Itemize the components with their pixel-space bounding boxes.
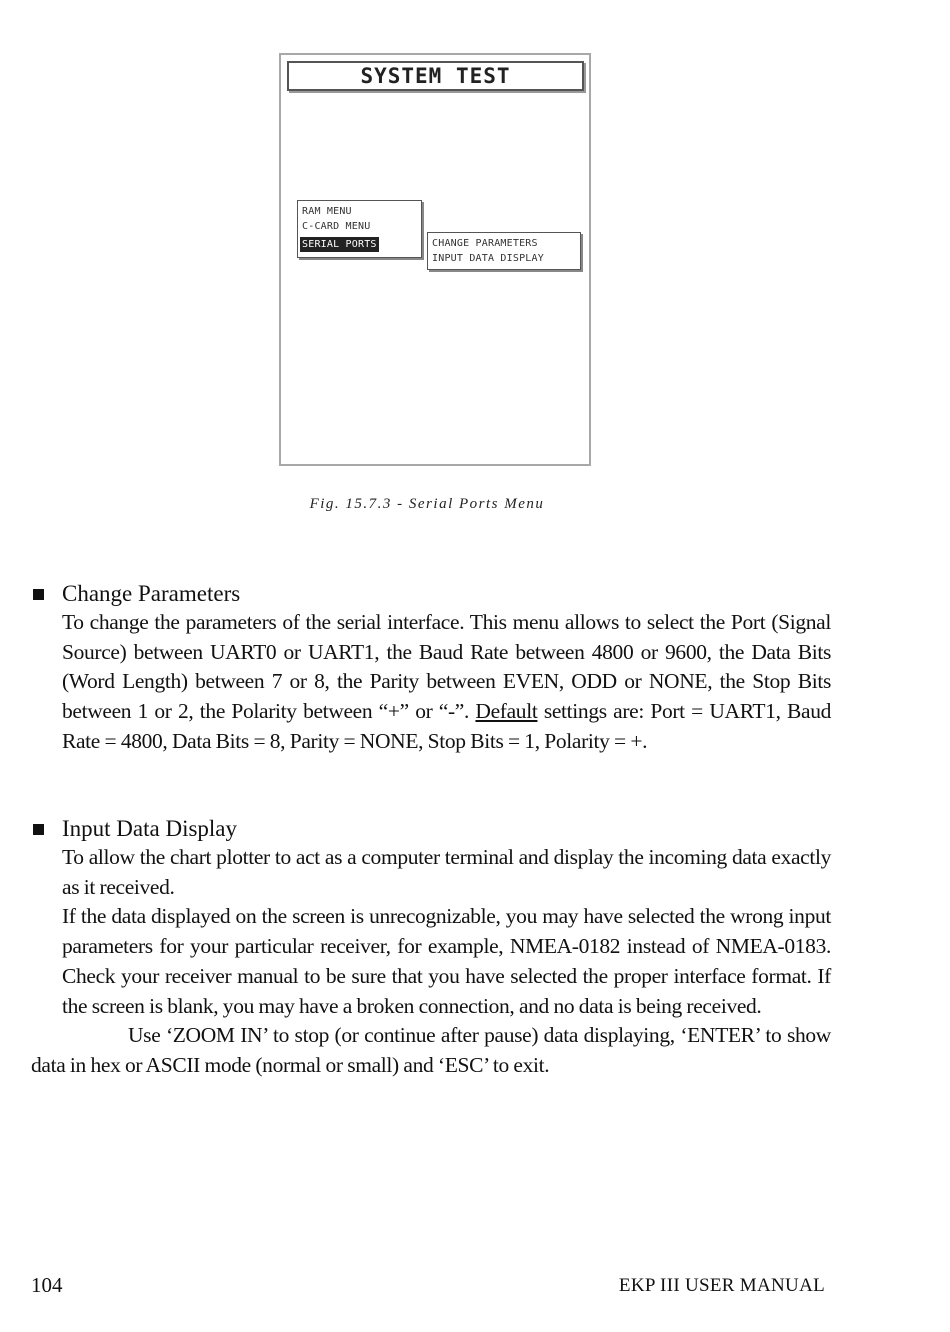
- heading-text: Input Data Display: [62, 816, 238, 841]
- square-bullet-icon: [33, 589, 44, 600]
- section-change-parameters: [31, 580, 831, 757]
- device-screen-figure: [279, 53, 591, 466]
- menu-item-ram-menu: RAM MENU: [302, 206, 352, 217]
- manual-title: EKP III USER MANUAL: [618, 1275, 825, 1296]
- paragraph: If the data displayed on the screen is unrecognizable, you may have selected the wrong input parameters for your particular receiver, for example, NMEA-0182 instead of NMEA-0183. Check your receiver manual to be sure that you have selected the proper interface format. If the screen is blank, you may have a broken connection, and no data is being received.: [62, 904, 831, 1018]
- system-test-menu: [297, 200, 422, 258]
- menu-item-change-parameters: CHANGE PARAMETERS: [432, 238, 538, 249]
- serial-ports-submenu: [427, 232, 581, 270]
- square-bullet-icon: [33, 824, 44, 835]
- figure-caption: Fig. 15.7.3 - Serial Ports Menu: [309, 496, 545, 512]
- paragraph: Use ‘ZOOM IN’ to stop (or continue after pause) data displaying, ‘ENTER’ to show data in hex or ASCII mode (normal or small) and ‘ESC’ to exit.: [31, 1023, 831, 1077]
- menu-item-serial-ports: SERIAL PORTS: [302, 239, 377, 250]
- page-number: 104: [31, 1273, 63, 1297]
- text-run: settings are: Port = UART1, Baud Rate = 4800, Data Bits = 8, Parity = NONE, Stop Bits = 1, Polarity = +.: [62, 699, 831, 753]
- menu-item-c-card-menu: C-CARD MENU: [302, 221, 371, 232]
- screen-title: SYSTEM TEST: [287, 61, 584, 91]
- heading-text: Change Parameters: [62, 581, 241, 606]
- default-underlined-word: Default: [475, 699, 538, 724]
- section-heading: [31, 580, 831, 608]
- section-input-data-display: [31, 815, 831, 1081]
- text-run: To change the parameters of the serial interface. This menu allows to select the Port (Signal Source) between UART0 or UART1, the Baud Rate between 4800 or 9600, the Data Bits (Word Length) between 7 or 8, the Parity between EVEN, ODD or NONE, the Stop Bits between 1 or 2, the Polarity between “+” or “-”.: [62, 610, 831, 724]
- menu-item-input-data-display: INPUT DATA DISPLAY: [432, 253, 544, 264]
- paragraph: [31, 608, 831, 757]
- paragraph: To allow the chart plotter to act as a computer terminal and display the incoming data exactly as it received.: [62, 845, 831, 899]
- section-heading: [31, 815, 831, 843]
